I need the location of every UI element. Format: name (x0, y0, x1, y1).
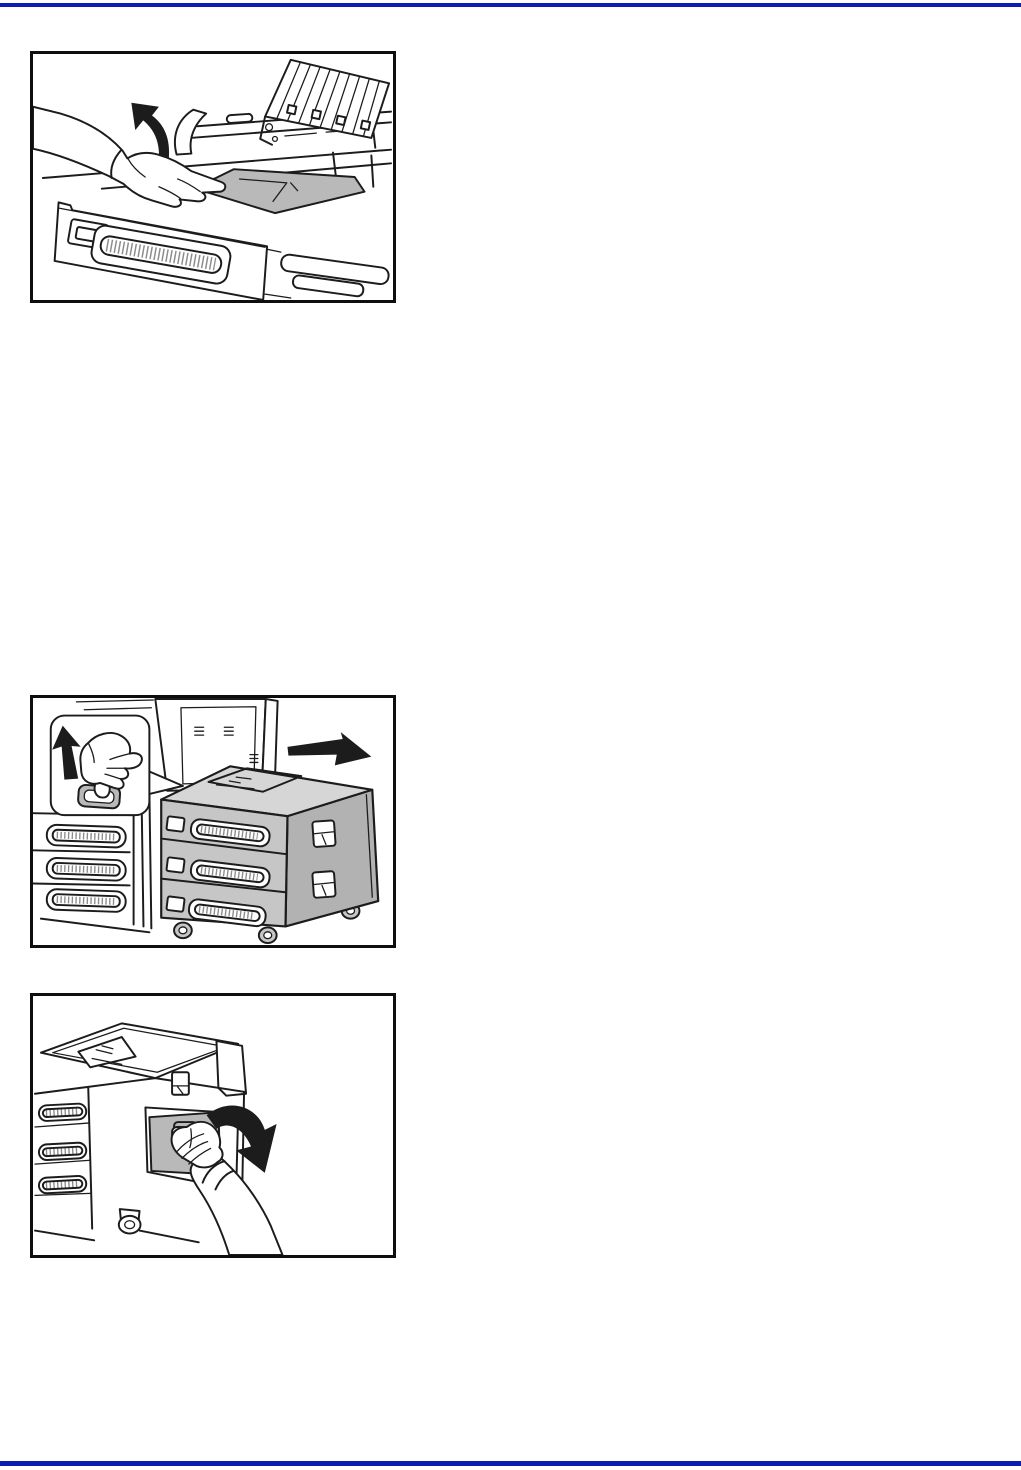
paper-flap (175, 110, 206, 155)
figure-open-side-cover-art (33, 996, 393, 1255)
side-feeder-unit (161, 766, 378, 943)
figure-remove-jammed-paper (30, 51, 396, 303)
figure-pull-out-side-feeder (30, 695, 396, 948)
pull-right-arrow-icon (287, 732, 371, 765)
bottom-rule (0, 1461, 1021, 1466)
jammed-paper (202, 169, 364, 213)
figure-remove-jammed-paper-art (33, 54, 393, 300)
figure-open-side-cover (30, 993, 396, 1258)
figure-pull-out-side-feeder-art (33, 698, 393, 945)
top-rule (0, 3, 1021, 7)
open-duplex-panel (260, 60, 389, 145)
paper-cassette (55, 202, 390, 300)
up-left-arrow-icon (131, 103, 169, 160)
